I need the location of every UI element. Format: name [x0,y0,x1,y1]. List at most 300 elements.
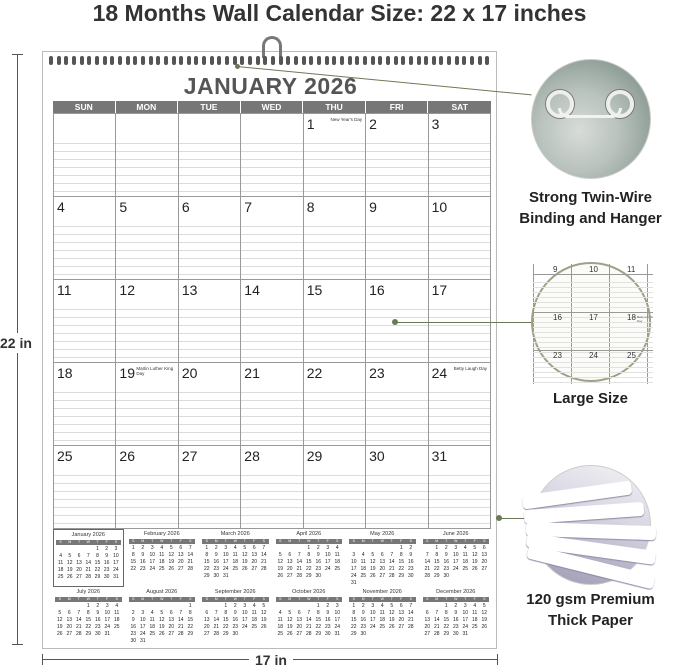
binding-coil-icon [263,56,267,65]
mini-day-number: 21 [75,624,82,630]
weekday-header-cell: FRI [366,101,429,113]
mini-day-number: 12 [260,610,267,616]
mini-day-blank [212,603,222,610]
mini-day-number: 1 [96,546,99,552]
mini-weekday-letter: S [115,597,118,601]
feature-label-line: Binding and Hanger [519,210,662,227]
day-number: 9 [369,199,377,215]
mini-day-number: 15 [187,617,194,623]
mini-day-number: 26 [286,631,293,637]
mini-day-number: 20 [398,617,405,623]
mini-weekday-letter: S [426,597,429,601]
binding-coil-icon [225,56,229,65]
mini-day-number: 3 [150,545,154,551]
mini-day-number: 9 [214,552,218,558]
mini-day-number: 27 [177,566,184,572]
mini-day-number: 2 [316,545,320,551]
mini-day-number: 22 [203,566,210,572]
mini-weekday-letter: M [288,597,292,601]
day-cell [179,197,241,280]
binding-coil-icon [133,56,137,65]
mini-day-number: 7 [214,610,218,616]
size-connector-line [395,322,532,323]
day-number: 22 [306,365,323,381]
mini-day-blank [55,603,65,610]
mini-day-number: 11 [159,552,165,558]
mini-day-number: 3 [463,603,467,609]
mini-day-number: 21 [187,559,194,565]
mini-day-number: 16 [94,617,101,623]
mini-day-number: 14 [433,617,440,623]
mini-weekday-letter: M [361,539,365,543]
mini-day-number: 25 [334,566,341,572]
binding-coil-icon [87,56,91,65]
mini-calendar-title: January 2026 [71,532,105,538]
mini-day-number: 6 [77,553,81,559]
mini-weekday-letter: S [336,539,339,543]
mini-day-number: 8 [352,610,356,616]
mini-day-number: 25 [232,566,239,572]
mini-day-number: 20 [481,559,488,565]
mini-day-number: 22 [315,624,322,630]
mini-day-number: 6 [205,610,209,616]
day-number: 26 [119,448,135,464]
mini-day-number: 7 [425,552,429,558]
mini-weekday-letter: W [160,597,164,601]
mini-weekday-letter: M [141,539,145,543]
day-cell [304,197,366,280]
mini-day-number: 31 [104,631,111,637]
mini-weekday-letter: W [380,539,384,543]
mini-day-number: 14 [260,552,267,558]
mini-day-number: 15 [315,617,322,623]
mini-day-number: 1 [399,545,403,551]
mini-day-number: 11 [472,610,478,616]
mini-weekday-letter: S [262,597,265,601]
mini-weekday-letter: S [336,597,339,601]
mini-day-number: 20 [168,624,175,630]
mini-calendar-title: July 2026 [76,589,101,595]
mini-calendar-title: August 2026 [146,589,178,595]
zoom-grid-ruled-line [533,307,653,308]
mini-weekday-letter: S [483,539,486,543]
mini-weekday-letter: S [483,597,486,601]
mini-day-number: 7 [390,552,394,558]
zoom-day-number: 18 [627,313,636,322]
mini-day-number: 20 [203,624,210,630]
zoom-day-number: 23 [553,351,562,360]
mini-day-number: 28 [296,573,303,579]
binding-coil-icon [172,56,176,65]
mini-day-number: 23 [315,566,322,572]
mini-weekday-letter: F [105,540,108,544]
mini-day-number: 27 [203,631,210,637]
mini-day-number: 21 [213,624,220,630]
mini-day-number: 12 [158,617,165,623]
mini-day-number: 17 [350,566,357,572]
binding-coil-icon [202,56,206,65]
mini-day-number: 7 [188,545,192,551]
mini-day-number: 25 [379,624,386,630]
mini-weekday-letter: S [409,597,412,601]
binding-coil-icon [217,56,221,65]
mini-day-number: 16 [232,617,239,623]
mini-day-number: 29 [187,631,194,637]
mini-day-number: 6 [67,610,71,616]
calendar-sheet [42,51,497,649]
weekday-header-cell: THU [303,101,366,113]
mini-day-number: 20 [424,624,431,630]
mini-day-number: 5 [473,545,477,551]
mini-day-number: 7 [77,610,81,616]
feature-label-size [502,388,679,409]
binding-coil-icon [72,56,76,65]
mini-day-number: 8 [86,610,90,616]
day-number: 12 [119,282,135,298]
zoom-grid-ruled-line [533,297,653,298]
mini-day-number: 20 [296,624,303,630]
mini-day-number: 18 [360,566,367,572]
mini-weekday-letter: F [179,597,182,601]
mini-day-number: 21 [424,566,431,572]
mini-day-number: 27 [76,574,82,580]
mini-calendar-title: October 2026 [292,589,326,595]
mini-day-number: 12 [67,560,73,566]
mini-day-number: 26 [67,574,73,580]
mini-day-number: 3 [105,603,109,609]
binding-coil-icon [126,56,130,65]
mini-days-grid [423,545,490,580]
mini-day-number: 29 [222,631,229,637]
mini-day-number: 5 [390,603,394,609]
binding-coil-icon [409,56,413,65]
mini-calendar [127,587,198,645]
mini-day-number: 19 [471,559,478,565]
mini-day-number: 30 [443,573,450,579]
mini-day-number: 3 [454,545,458,551]
day-number: 3 [431,116,440,132]
mini-day-number: 18 [462,559,469,565]
mini-day-number: 23 [130,631,137,637]
mini-weekday-header [349,597,416,602]
mini-day-number: 22 [350,624,357,630]
mini-day-number: 26 [481,624,488,630]
mini-day-blank [74,603,84,610]
mini-day-number: 20 [251,559,258,565]
mini-day-blank [167,603,177,610]
mini-day-blank [423,545,433,552]
mini-day-number: 4 [233,545,237,551]
mini-day-number: 20 [177,559,184,565]
mini-weekday-letter: T [77,540,81,544]
binding-coil-icon [240,56,244,65]
mini-weekday-letter: W [160,539,164,543]
holiday-note: Betty Laugh Day [453,366,487,371]
mini-calendar-title: November 2026 [362,589,402,595]
mini-day-blank [295,545,305,552]
mini-day-number: 23 [213,566,220,572]
twin-wire-binding-icon [531,59,651,179]
mini-day-number: 14 [177,617,184,623]
mini-calendar [347,529,418,587]
binding-coil-icon [470,56,474,65]
mini-day-number: 13 [398,610,405,616]
mini-day-number: 3 [371,603,375,609]
mini-weekday-letter: S [132,597,135,601]
day-cell [241,446,303,529]
day-number: 30 [369,448,385,464]
mini-weekday-letter: F [400,597,403,601]
mini-day-number: 21 [260,559,267,565]
feature-label-line: 120 gsm Premium [526,591,655,608]
mini-day-number: 9 [233,610,237,616]
mini-day-number: 8 [435,552,439,558]
mini-weekday-header [129,597,196,602]
mini-day-number: 28 [260,566,267,572]
mini-weekday-header [276,539,343,544]
mini-weekday-header [129,539,196,544]
width-dimension-label: 17 in [249,652,293,668]
mini-day-number: 5 [278,552,282,558]
mini-day-number: 9 [131,617,135,623]
mini-weekday-letter: M [67,597,71,601]
mini-weekday-header [202,597,269,602]
mini-day-number: 5 [482,603,486,609]
mini-weekday-letter: T [298,597,301,601]
mini-weekday-letter: T [445,539,448,543]
zoom-day-number: 24 [589,351,598,360]
mini-day-blank [387,545,397,552]
mini-weekday-letter: T [371,597,374,601]
mini-day-number: 5 [169,545,173,551]
mini-day-blank [148,603,158,610]
mini-day-number: 6 [252,545,256,551]
mini-weekday-letter: F [473,539,476,543]
mini-day-number: 22 [94,567,101,573]
binding-coil-icon [462,56,466,65]
mini-day-number: 5 [160,610,164,616]
mini-calendars [53,529,491,645]
mini-day-number: 17 [334,617,341,623]
mini-day-number: 13 [177,552,184,558]
mini-days-grid [129,603,196,645]
mini-weekday-letter: W [454,597,458,601]
mini-day-number: 4 [115,603,119,609]
binding-coil-icon [439,56,443,65]
zoom-grid-ruled-line [533,322,653,323]
mini-day-number: 29 [398,573,405,579]
binding-coil-icon [478,56,482,65]
binding-coil-icon [417,56,421,65]
mini-day-blank [285,603,295,610]
mini-weekday-letter: W [233,597,237,601]
mini-day-number: 2 [105,546,109,552]
mini-day-number: 20 [66,624,73,630]
mini-day-number: 4 [278,610,282,616]
day-cell [304,363,366,446]
mini-weekday-letter: T [224,539,227,543]
day-number: 7 [244,199,253,215]
mini-day-number: 3 [335,603,339,609]
hanger-hook-icon [262,36,282,58]
day-cell [116,446,178,529]
mini-day-number: 24 [104,624,111,630]
mini-day-number: 31 [462,631,469,637]
zoom-day-number: 25 [627,351,636,360]
mini-day-number: 15 [443,617,450,623]
mini-day-blank [423,603,433,610]
mini-day-number: 9 [105,553,109,559]
mini-day-number: 25 [277,631,284,637]
mini-day-number: 28 [213,631,220,637]
mini-day-number: 31 [113,574,119,580]
mini-day-number: 26 [241,566,248,572]
page-headline: 18 Months Wall Calendar Size: 22 x 17 inches [92,0,587,26]
mini-day-number: 23 [443,566,450,572]
mini-weekday-letter: S [189,597,192,601]
mini-day-blank [368,545,378,552]
mini-day-number: 3 [141,610,145,616]
mini-day-number: 14 [296,559,303,565]
mini-day-number: 28 [177,631,184,637]
mini-weekday-letter: T [390,597,393,601]
mini-calendar [347,587,418,645]
mini-day-number: 10 [139,617,146,623]
mini-day-number: 28 [407,624,414,630]
mini-weekday-letter: T [151,539,154,543]
mini-day-number: 22 [443,624,450,630]
mini-day-number: 28 [75,631,82,637]
day-number: 14 [244,282,260,298]
mini-day-number: 13 [168,617,175,623]
binding-coil-icon [248,56,252,65]
mini-weekday-header [423,539,490,544]
mini-day-number: 26 [388,624,395,630]
mini-weekday-letter: W [86,540,90,544]
mini-day-number: 8 [307,552,311,558]
mini-day-number: 19 [277,566,284,572]
day-cell [304,114,366,197]
binding-coil-icon [110,56,114,65]
mini-day-number: 26 [471,566,478,572]
mini-day-number: 11 [114,610,120,616]
mini-day-number: 19 [388,617,395,623]
mini-day-number: 21 [407,617,414,623]
day-number: 31 [431,448,448,464]
mini-day-number: 26 [56,631,63,637]
zoom-grid-ruled-line [533,282,653,283]
mini-day-number: 30 [213,573,220,579]
mini-day-number: 14 [407,610,414,616]
binding-coil-icon [64,56,68,65]
mini-day-number: 11 [277,617,283,623]
day-cell [241,197,303,280]
mini-day-number: 10 [350,559,357,565]
mini-day-number: 30 [315,573,322,579]
mini-days-grid [202,603,269,638]
mini-day-number: 6 [297,610,301,616]
mini-day-number: 1 [205,545,209,551]
mini-day-number: 7 [307,610,311,616]
binding-coil-icon [455,56,459,65]
mini-day-blank [295,603,305,610]
mini-day-number: 16 [139,559,146,565]
mini-day-number: 17 [104,617,111,623]
feature-label-binding [502,187,679,229]
binding-coil-icon [485,56,489,65]
mini-day-number: 26 [277,573,284,579]
mini-day-number: 25 [471,624,478,630]
binding-coil-icon [156,56,160,65]
mini-day-number: 2 [454,603,458,609]
mini-day-number: 5 [68,553,72,559]
mini-day-number: 23 [324,624,331,630]
mini-day-number: 13 [286,559,293,565]
binding-coil-icon [363,56,367,65]
day-cell [54,363,116,446]
mini-weekday-letter: S [132,539,135,543]
mini-day-blank [276,603,286,610]
day-cell [116,197,178,280]
mini-day-number: 11 [149,617,155,623]
mini-calendar [421,587,492,645]
weekday-header-cell: SUN [53,101,116,113]
mini-day-number: 19 [481,617,488,623]
mini-day-number: 5 [262,603,266,609]
day-cell [241,363,303,446]
mini-calendar [421,529,492,587]
mini-weekday-letter: S [262,539,265,543]
mini-calendar [127,529,198,587]
mini-day-number: 1 [316,603,320,609]
mini-day-number: 9 [96,610,100,616]
mini-day-number: 13 [251,552,258,558]
mini-weekday-letter: F [400,539,403,543]
day-number: 21 [244,365,260,381]
mini-day-number: 9 [409,552,413,558]
mini-day-number: 4 [361,552,365,558]
mini-day-number: 14 [305,617,312,623]
day-number: 18 [57,365,73,381]
mini-day-number: 13 [66,617,73,623]
mini-weekday-letter: T [371,539,374,543]
weekday-header [53,101,491,113]
day-number: 10 [431,199,448,215]
mini-day-number: 16 [315,559,322,565]
day-number: 4 [57,199,65,215]
zoom-grid-ruled-line [533,302,653,303]
mini-day-number: 23 [139,566,146,572]
holiday-note: Martin Luther King Day [136,366,174,376]
mini-day-number: 21 [433,624,440,630]
mini-calendar [53,587,124,645]
mini-day-number: 31 [350,580,357,586]
mini-day-number: 30 [324,631,331,637]
mini-day-number: 15 [398,559,405,565]
day-number: 29 [306,448,323,464]
zoom-day-number: 11 [627,265,636,274]
mini-weekday-header [349,539,416,544]
mini-day-number: 10 [149,552,156,558]
mini-day-number: 9 [141,552,145,558]
mini-day-number: 31 [334,631,341,637]
mini-day-blank [65,546,74,553]
mini-day-number: 18 [113,617,120,623]
mini-day-number: 24 [462,624,469,630]
mini-day-blank [285,545,295,552]
zoom-grid-ruled-line [533,342,653,343]
mini-day-number: 14 [187,552,194,558]
